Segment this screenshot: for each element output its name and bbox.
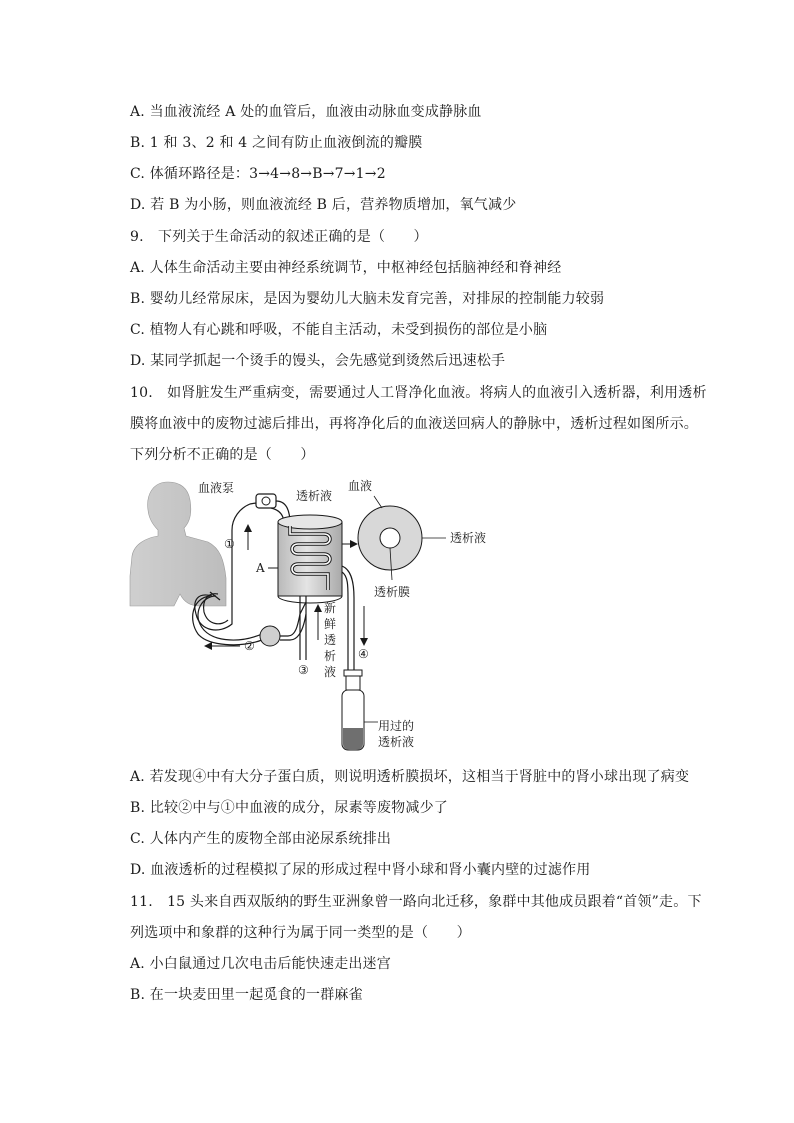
label-fresh-5: 液: [324, 665, 337, 679]
label-membrane: 透析膜: [374, 585, 411, 599]
label-used-2: 透析液: [378, 735, 415, 749]
label-fresh-3: 透: [324, 633, 337, 647]
q9-option-c: C. 植物人有心跳和呼吸，不能自主活动，未受到损伤的部位是小脑: [130, 322, 548, 338]
human-silhouette: [130, 482, 226, 606]
label-blood-pump: 血液泵: [198, 481, 235, 495]
q11-option-a: A. 小白鼠通过几次电击后能快速走出迷宫: [130, 956, 392, 972]
q10-stem-line3: 下列分析不正确的是（ ）: [130, 447, 315, 463]
label-dialysate-right: 透析液: [450, 531, 487, 545]
q8-option-c: C. 体循环路径是：3→4→8→B→7→1→2: [130, 166, 386, 182]
q10-stem-line2: 膜将血液中的废物过滤后排出，再将净化后的血液送回病人的静脉中，透析过程如图所示。: [130, 416, 698, 432]
q10-option-b: B. 比较②中与①中血液的成分，尿素等废物减少了: [130, 800, 448, 816]
q11-stem-line1: 11. 15 头来自西双版纳的野生亚洲象曾一路向北迁移，象群中其他成员跟着“首领”走。下: [130, 894, 702, 910]
label-a: A: [256, 561, 265, 575]
q8-option-a: A. 当血液流经 A 处的血管后，血液由动脉血变成静脉血: [130, 104, 482, 120]
label-4: ④: [358, 647, 369, 661]
q9-option-b: B. 婴幼儿经常尿床，是因为婴幼儿大脑未发育完善，对排尿的控制能力较弱: [130, 291, 605, 307]
label-fresh-4: 析: [324, 649, 337, 663]
q11-option-b: B. 在一块麦田里一起觅食的一群麻雀: [130, 987, 363, 1003]
q9-option-d: D. 某同学抓起一个烫手的馒头，会先感觉到烫然后迅速松手: [130, 353, 506, 369]
label-dialysate-top: 透析液: [296, 489, 333, 503]
q9-option-a: A. 人体生命活动主要由神经系统调节，中枢神经包括脑神经和脊神经: [130, 260, 562, 276]
label-2: ②: [244, 639, 255, 653]
label-1: ①: [224, 537, 235, 551]
label-fresh-2: 鲜: [324, 617, 337, 631]
q8-option-d: D. 若 B 为小肠，则血液流经 B 后，营养物质增加，氧气减少: [130, 197, 517, 213]
q10-option-c: C. 人体内产生的废物全部由泌尿系统排出: [130, 831, 392, 847]
q10-stem-line1: 10. 如肾脏发生严重病变，需要通过人工肾净化血液。将病人的血液引入透析器，利用透析: [130, 385, 707, 401]
label-fresh-1: 新: [324, 601, 337, 615]
label-3: ③: [298, 663, 309, 677]
label-blood: 血液: [348, 479, 373, 493]
q9-stem: 9. 下列关于生命活动的叙述正确的是（ ）: [130, 229, 428, 245]
q8-option-b: B. 1 和 3、2 和 4 之间有防止血液倒流的瓣膜: [130, 135, 423, 151]
q11-stem-line2: 列选项中和象群的这种行为属于同一类型的是（ ）: [130, 925, 471, 941]
q10-option-a: A. 若发现④中有大分子蛋白质，则说明透析膜损坏，这相当于肾脏中的肾小球出现了病变: [130, 769, 690, 785]
q10-option-d: D. 血液透析的过程模拟了尿的形成过程中肾小球和肾小囊内壁的过滤作用: [130, 862, 591, 878]
dialysis-diagram: [128, 474, 508, 764]
label-used-1: 用过的: [378, 719, 415, 733]
